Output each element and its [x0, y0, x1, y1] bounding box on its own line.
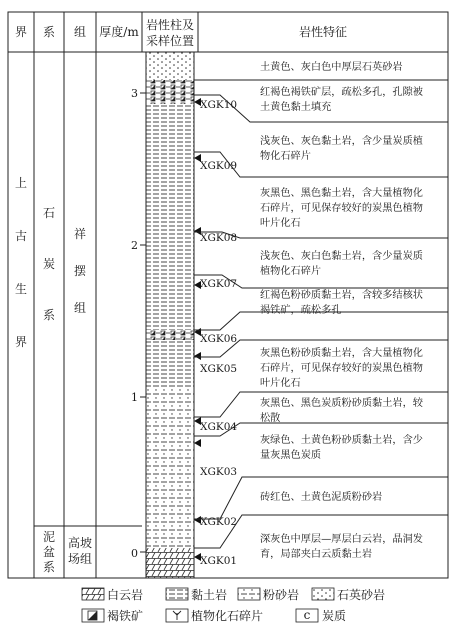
- legend-label-claystone: 黏土岩: [191, 588, 228, 602]
- legend-label-dolomite: 白云岩: [107, 588, 144, 602]
- thickness-scale: [131, 87, 146, 560]
- description-line: 深灰色中厚层—厚层白云岩，晶洞发: [260, 534, 423, 545]
- limonite-layer: [146, 330, 194, 340]
- claystone-icon: [166, 588, 188, 600]
- description-line: 植物化石碎片: [260, 266, 322, 277]
- legend-label-quartz-sandstone: 石英砂岩: [337, 588, 386, 602]
- description-line: 育，局部夹白云质黏土岩: [260, 549, 373, 560]
- thickness-tick-label: 3: [131, 87, 138, 100]
- legend-label-carbonaceous: 炭质: [322, 609, 347, 623]
- formation-line: 场组: [67, 552, 93, 566]
- thickness-tick-label: 1: [131, 391, 138, 404]
- system-char: 系: [42, 308, 56, 322]
- quartz-sandstone-icon: [312, 588, 334, 600]
- header-column-line2: 采样位置: [145, 34, 195, 48]
- description-line: 褐铁矿，疏松多孔: [260, 305, 342, 316]
- descriptions: [260, 60, 424, 560]
- thickness-tick-label: 2: [131, 239, 138, 252]
- siltstone-icon: [238, 588, 260, 600]
- lithology-column: [146, 52, 194, 578]
- claystone-layer: [146, 340, 194, 386]
- description-line: 石碎片，可见保存较好的炭黑色植物: [260, 363, 423, 374]
- sample-marker: [194, 352, 201, 360]
- description-line: 砖红色、土黄色泥质粉砂岩: [260, 492, 383, 503]
- erathem-label: [15, 175, 27, 349]
- sample-label: XGK05: [200, 363, 238, 375]
- sample-label: XGK01: [200, 555, 238, 567]
- header-column-line1: 岩性柱及: [145, 18, 195, 32]
- sample-label: XGK03: [200, 466, 238, 478]
- sample-label: XGK02: [200, 516, 238, 528]
- header-system: 系: [42, 25, 56, 39]
- dolomite-layer: [146, 548, 194, 578]
- description-line: 土黄色黏土填充: [260, 102, 332, 113]
- siltstone-layer: [146, 434, 194, 482]
- claystone-layer: [146, 222, 194, 278]
- description-line: 灰黑色、黑色炭质粉砂质黏土岩，较: [260, 398, 423, 409]
- system-upper-label: [43, 206, 55, 322]
- description-line: 浅灰色、灰色黏土岩，含少量炭质植: [260, 136, 423, 147]
- description-line: 石碎片，可见保存较好的炭黑色植物: [260, 203, 423, 214]
- siltstone-layer: [146, 386, 194, 434]
- system-char: 炭: [42, 257, 56, 271]
- system-char: 石: [42, 206, 56, 220]
- legend: [82, 587, 385, 623]
- formation-char: 摆: [73, 264, 87, 278]
- erathem-char: 生: [14, 282, 28, 296]
- dolomite-icon: [82, 588, 104, 600]
- sample-label: XGK08: [200, 232, 238, 244]
- erathem-char: 界: [14, 335, 28, 349]
- sample-label: XGK09: [200, 160, 238, 172]
- description-line: 叶片化石: [260, 378, 301, 389]
- quartz-sandstone-layer: [146, 52, 194, 80]
- formation-char: 组: [73, 301, 87, 315]
- limonite-layer: [146, 80, 194, 104]
- description-line: 红褐色粉砂质黏土岩，含较多结核状: [260, 290, 423, 301]
- description-line: 灰绿色、土黄色粉砂质黏土岩，含少: [260, 435, 423, 446]
- description-line: 土黄色、灰白色中厚层石英砂岩: [260, 62, 403, 73]
- formation-line: 高坡: [67, 536, 93, 550]
- header-erathem: 界: [14, 25, 28, 39]
- description-line: 红褐色褐铁矿层，疏松多孔，孔隙被: [260, 87, 423, 98]
- legend-label-siltstone: 粉砂岩: [263, 588, 300, 602]
- legend-label-plant-fragments: 植物化石碎片: [191, 609, 264, 623]
- description-line: 灰黑色、黑色黏土岩，含大量植物化: [260, 188, 423, 199]
- erathem-char: 上: [14, 176, 28, 190]
- description-line: 量灰黑色炭质: [260, 450, 322, 461]
- formation-char: 祥: [73, 227, 87, 241]
- description-line: 灰黑色粉砂质黏土岩，含大量植物化: [260, 348, 423, 359]
- system-char: 系: [42, 560, 56, 574]
- erathem-char: 古: [14, 229, 28, 243]
- carbonaceous-icon: [296, 608, 318, 622]
- sample-label: XGK06: [200, 333, 238, 345]
- sample-label: XGK10: [200, 99, 238, 111]
- header-thickness: 厚度/m: [99, 25, 139, 39]
- system-char: 泥: [42, 530, 56, 544]
- claystone-layer: [146, 150, 194, 222]
- legend-label-limonite: 褐铁矿: [107, 609, 144, 623]
- siltstone-layer: [146, 482, 194, 548]
- limonite-icon: [82, 609, 104, 622]
- sample-markers: [194, 98, 237, 567]
- plant-fragment-icon: [166, 609, 188, 622]
- sample-marker: [194, 439, 201, 447]
- sample-label: XGK07: [200, 278, 238, 290]
- description-line: 物化石碎片: [260, 151, 311, 162]
- claystone-layer: [146, 278, 194, 330]
- thickness-tick-label: 0: [131, 547, 138, 560]
- header-features: 岩性特征: [298, 25, 348, 39]
- description-line: 叶片化石: [260, 218, 301, 229]
- carbonaceous-symbol: c: [303, 608, 311, 622]
- description-line: 浅灰色、灰白色黏土岩，含少量炭质: [260, 251, 423, 262]
- system-lower-label: [43, 530, 55, 574]
- formation-upper-label: [74, 227, 86, 315]
- sample-label: XGK04: [200, 421, 238, 433]
- system-char: 盆: [42, 545, 56, 559]
- description-line: 松散: [260, 413, 281, 424]
- claystone-layer: [146, 104, 194, 150]
- header-formation: 组: [73, 25, 87, 39]
- formation-lower-label: [68, 535, 92, 566]
